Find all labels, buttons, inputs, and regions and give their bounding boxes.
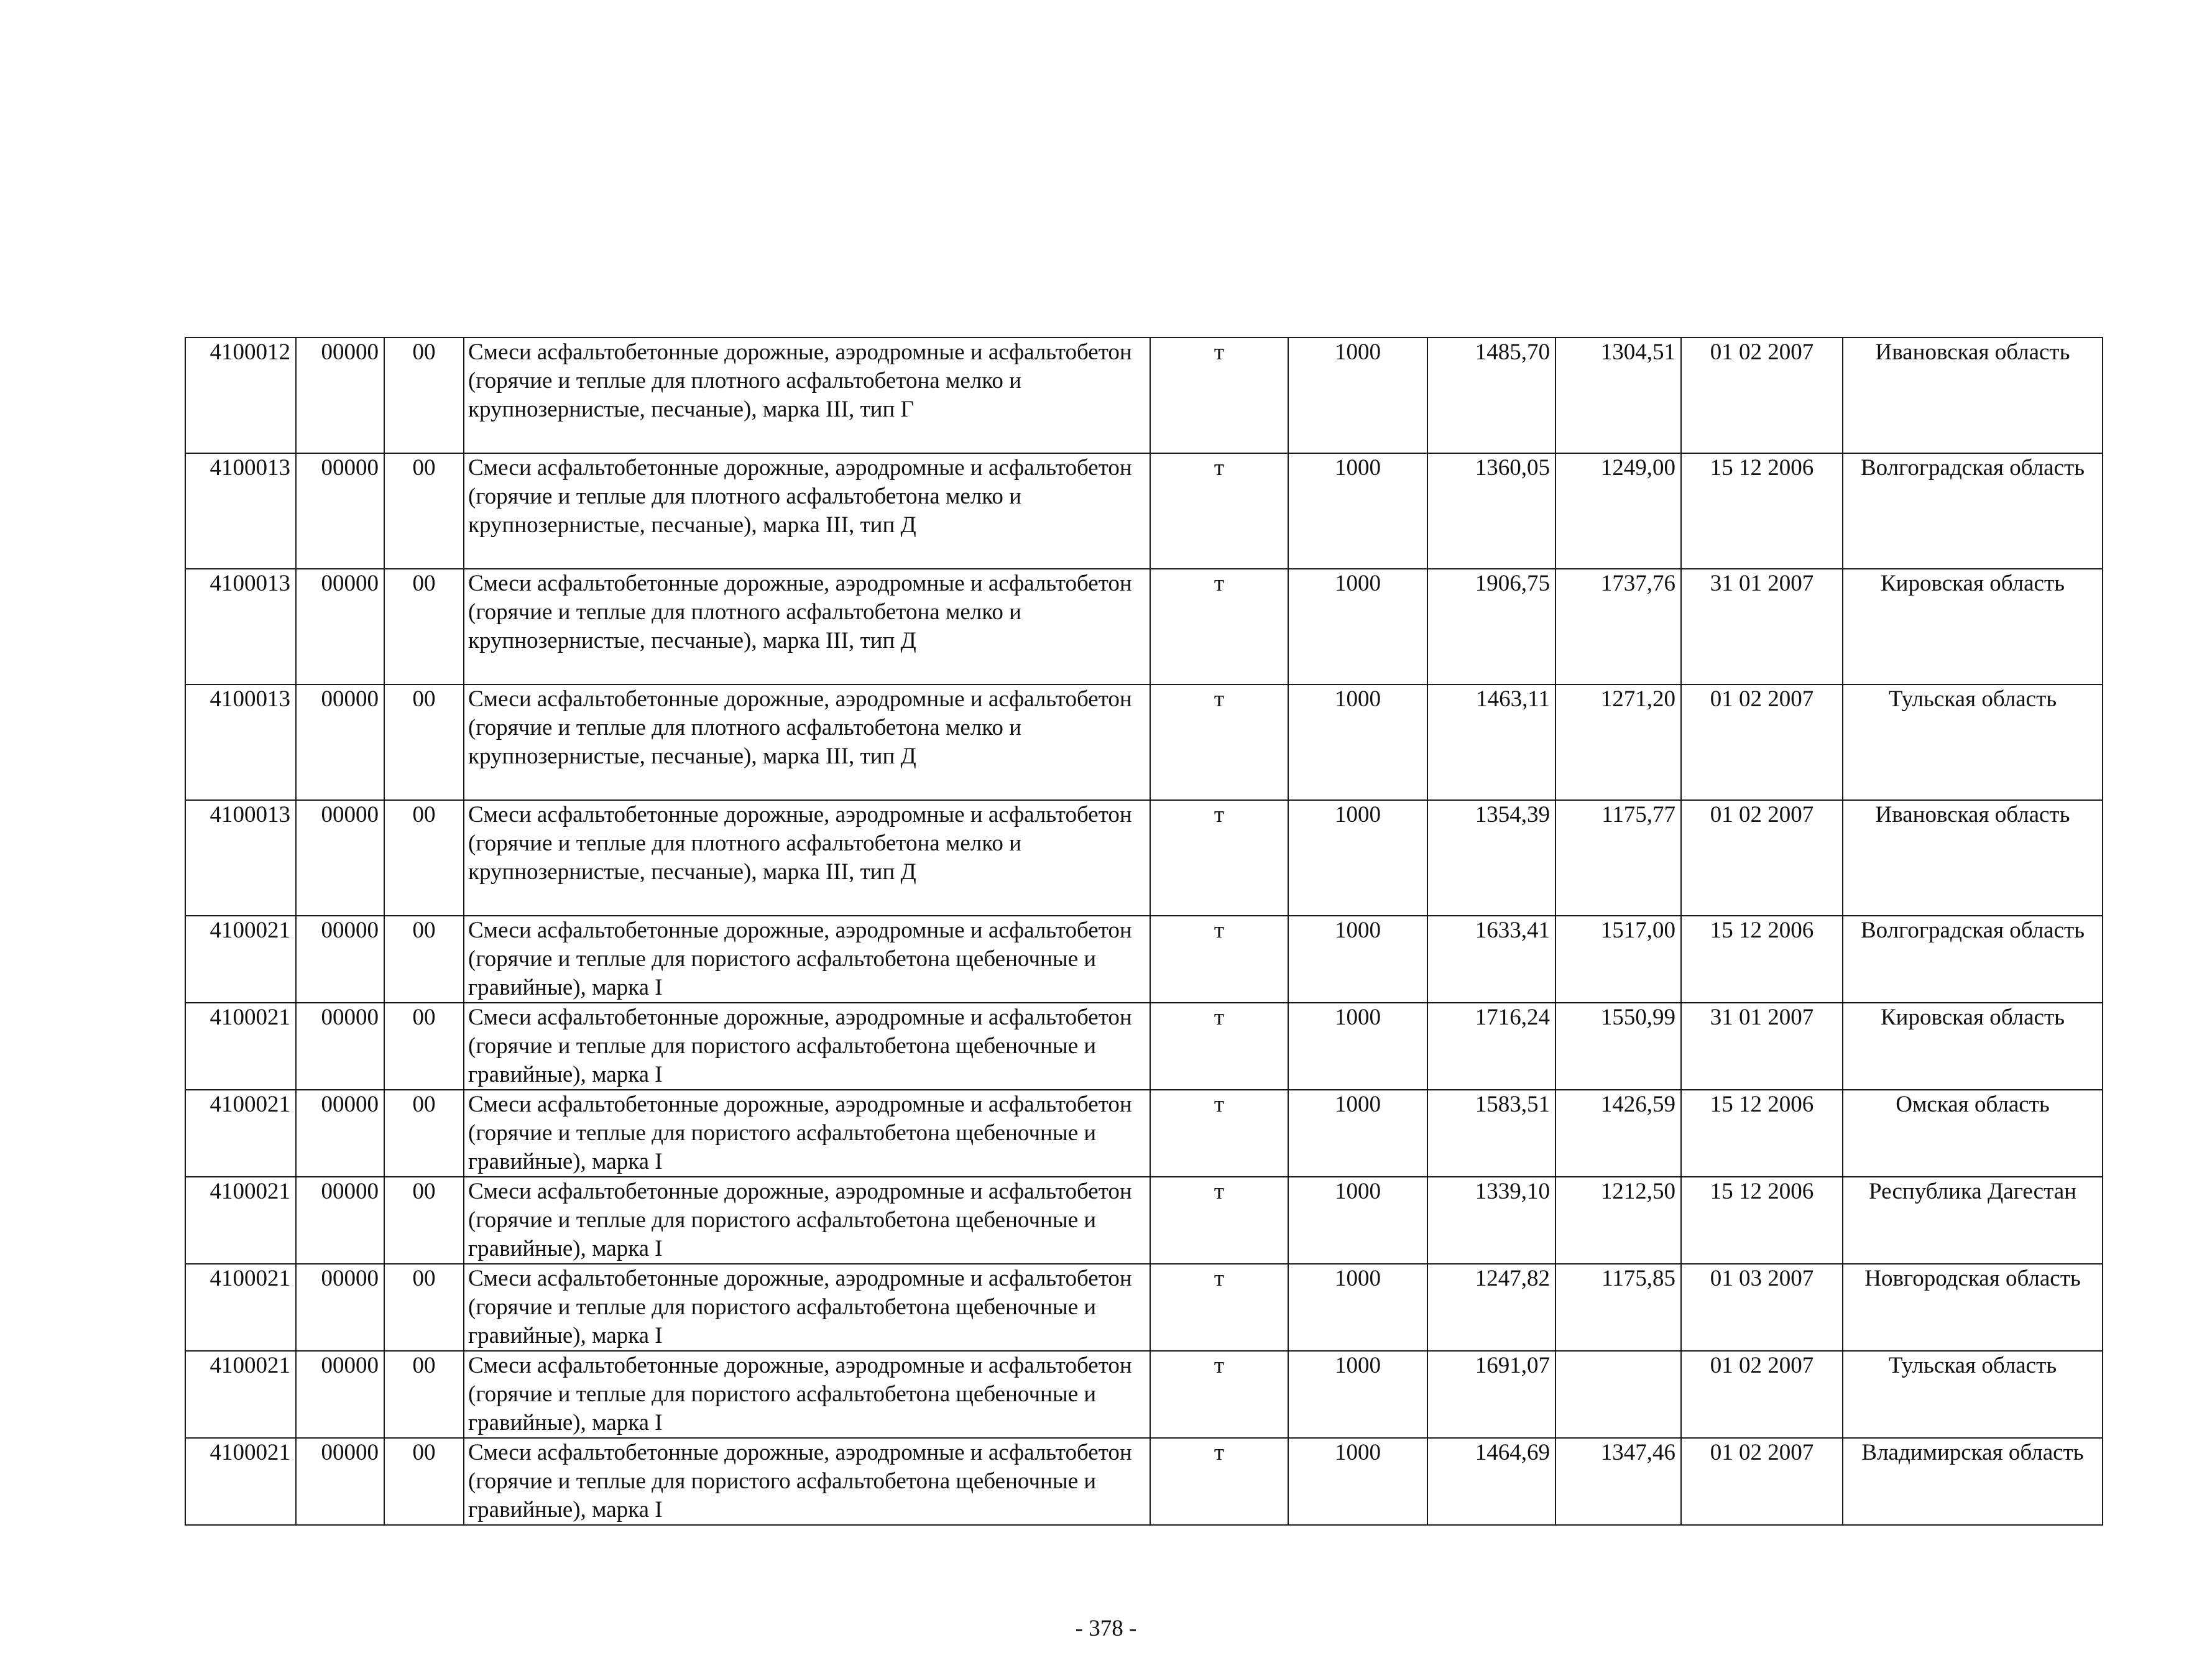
sub-code: 00000 (296, 1264, 384, 1351)
price-with-vat: 1464,69 (1427, 1438, 1555, 1525)
material-code: 4100021 (185, 1003, 296, 1090)
region: Волгоградская область (1843, 453, 2103, 569)
code-suffix: 00 (384, 1090, 464, 1177)
unit: т (1150, 1177, 1288, 1264)
material-description: Смеси асфальтобетонные дорожные, аэродромные и асфальтобетон (горячие и теплые для пористого асфальтобетона щебеночные и гравийные), марка I (464, 1351, 1150, 1438)
quantity: 1000 (1288, 1003, 1427, 1090)
unit: т (1150, 800, 1288, 916)
table-row (185, 684, 2103, 800)
sub-code: 00000 (296, 569, 384, 684)
price-without-vat: 1271,20 (1555, 684, 1681, 800)
material-code: 4100013 (185, 569, 296, 684)
price-date: 31 01 2007 (1681, 569, 1843, 684)
code-suffix: 00 (384, 1177, 464, 1264)
price-with-vat: 1339,10 (1427, 1177, 1555, 1264)
region: Волгоградская область (1843, 916, 2103, 1003)
table-row (185, 1090, 2103, 1177)
sub-code: 00000 (296, 1090, 384, 1177)
price-with-vat: 1354,39 (1427, 800, 1555, 916)
material-code: 4100012 (185, 338, 296, 453)
material-description: Смеси асфальтобетонные дорожные, аэродромные и асфальтобетон (горячие и теплые для плотного асфальтобетона мелко и крупнозернистые, песчаные), марка III, тип Д (464, 684, 1150, 800)
sub-code: 00000 (296, 1438, 384, 1525)
region: Ивановская область (1843, 800, 2103, 916)
code-suffix: 00 (384, 569, 464, 684)
quantity: 1000 (1288, 1177, 1427, 1264)
quantity: 1000 (1288, 800, 1427, 916)
region: Ивановская область (1843, 338, 2103, 453)
price-date: 31 01 2007 (1681, 1003, 1843, 1090)
price-date: 01 02 2007 (1681, 338, 1843, 453)
price-with-vat: 1716,24 (1427, 1003, 1555, 1090)
table-row (185, 1264, 2103, 1351)
region: Республика Дагестан (1843, 1177, 2103, 1264)
unit: т (1150, 916, 1288, 1003)
price-without-vat: 1175,77 (1555, 800, 1681, 916)
material-description: Смеси асфальтобетонные дорожные, аэродромные и асфальтобетон (горячие и теплые для пористого асфальтобетона щебеночные и гравийные), марка I (464, 1090, 1150, 1177)
quantity: 1000 (1288, 1438, 1427, 1525)
price-with-vat: 1463,11 (1427, 684, 1555, 800)
sub-code: 00000 (296, 1177, 384, 1264)
price-without-vat: 1212,50 (1555, 1177, 1681, 1264)
material-code: 4100021 (185, 1090, 296, 1177)
code-suffix: 00 (384, 1264, 464, 1351)
table-row (185, 916, 2103, 1003)
material-code: 4100021 (185, 1177, 296, 1264)
code-suffix: 00 (384, 684, 464, 800)
material-description: Смеси асфальтобетонные дорожные, аэродромные и асфальтобетон (горячие и теплые для пористого асфальтобетона щебеночные и гравийные), марка I (464, 916, 1150, 1003)
sub-code: 00000 (296, 684, 384, 800)
table-row (185, 338, 2103, 453)
price-without-vat: 1347,46 (1555, 1438, 1681, 1525)
material-code: 4100021 (185, 916, 296, 1003)
price-date: 15 12 2006 (1681, 1177, 1843, 1264)
table-row (185, 453, 2103, 569)
price-without-vat: 1249,00 (1555, 453, 1681, 569)
price-without-vat: 1426,59 (1555, 1090, 1681, 1177)
table-row (185, 569, 2103, 684)
unit: т (1150, 684, 1288, 800)
material-description: Смеси асфальтобетонные дорожные, аэродромные и асфальтобетон (горячие и теплые для плотного асфальтобетона мелко и крупнозернистые, песчаные), марка III, тип Д (464, 800, 1150, 916)
material-description: Смеси асфальтобетонные дорожные, аэродромные и асфальтобетон (горячие и теплые для плотного асфальтобетона мелко и крупнозернистые, песчаные), марка III, тип Д (464, 453, 1150, 569)
unit: т (1150, 453, 1288, 569)
material-code: 4100021 (185, 1264, 296, 1351)
region: Кировская область (1843, 569, 2103, 684)
quantity: 1000 (1288, 569, 1427, 684)
table-row (185, 1438, 2103, 1525)
region: Омская область (1843, 1090, 2103, 1177)
table-row (185, 800, 2103, 916)
sub-code: 00000 (296, 453, 384, 569)
code-suffix: 00 (384, 1438, 464, 1525)
unit: т (1150, 569, 1288, 684)
price-with-vat: 1247,82 (1427, 1264, 1555, 1351)
price-without-vat: 1737,76 (1555, 569, 1681, 684)
code-suffix: 00 (384, 800, 464, 916)
region: Тульская область (1843, 1351, 2103, 1438)
price-date: 01 02 2007 (1681, 1351, 1843, 1438)
price-without-vat: 1175,85 (1555, 1264, 1681, 1351)
price-date: 15 12 2006 (1681, 1090, 1843, 1177)
code-suffix: 00 (384, 1351, 464, 1438)
material-description: Смеси асфальтобетонные дорожные, аэродромные и асфальтобетон (горячие и теплые для пористого асфальтобетона щебеночные и гравийные), марка I (464, 1003, 1150, 1090)
quantity: 1000 (1288, 338, 1427, 453)
price-date: 01 02 2007 (1681, 800, 1843, 916)
material-description: Смеси асфальтобетонные дорожные, аэродромные и асфальтобетон (горячие и теплые для плотного асфальтобетона мелко и крупнозернистые, песчаные), марка III, тип Г (464, 338, 1150, 453)
unit: т (1150, 1090, 1288, 1177)
quantity: 1000 (1288, 1264, 1427, 1351)
price-without-vat (1555, 1351, 1681, 1438)
material-description: Смеси асфальтобетонные дорожные, аэродромные и асфальтобетон (горячие и теплые для пористого асфальтобетона щебеночные и гравийные), марка I (464, 1177, 1150, 1264)
material-description: Смеси асфальтобетонные дорожные, аэродромные и асфальтобетон (горячие и теплые для плотного асфальтобетона мелко и крупнозернистые, песчаные), марка III, тип Д (464, 569, 1150, 684)
region: Новгородская область (1843, 1264, 2103, 1351)
price-with-vat: 1906,75 (1427, 569, 1555, 684)
material-code: 4100013 (185, 684, 296, 800)
table-row (185, 1177, 2103, 1264)
sub-code: 00000 (296, 800, 384, 916)
material-description: Смеси асфальтобетонные дорожные, аэродромные и асфальтобетон (горячие и теплые для пористого асфальтобетона щебеночные и гравийные), марка I (464, 1264, 1150, 1351)
sub-code: 00000 (296, 1351, 384, 1438)
price-without-vat: 1304,51 (1555, 338, 1681, 453)
unit: т (1150, 1264, 1288, 1351)
code-suffix: 00 (384, 1003, 464, 1090)
sub-code: 00000 (296, 338, 384, 453)
price-without-vat: 1517,00 (1555, 916, 1681, 1003)
price-table (185, 337, 2103, 1526)
price-with-vat: 1633,41 (1427, 916, 1555, 1003)
unit: т (1150, 338, 1288, 453)
price-date: 15 12 2006 (1681, 916, 1843, 1003)
unit: т (1150, 1351, 1288, 1438)
price-date: 15 12 2006 (1681, 453, 1843, 569)
material-description: Смеси асфальтобетонные дорожные, аэродромные и асфальтобетон (горячие и теплые для пористого асфальтобетона щебеночные и гравийные), марка I (464, 1438, 1150, 1525)
price-without-vat: 1550,99 (1555, 1003, 1681, 1090)
price-date: 01 02 2007 (1681, 684, 1843, 800)
code-suffix: 00 (384, 453, 464, 569)
material-code: 4100013 (185, 453, 296, 569)
unit: т (1150, 1438, 1288, 1525)
sub-code: 00000 (296, 1003, 384, 1090)
price-with-vat: 1360,05 (1427, 453, 1555, 569)
material-code: 4100013 (185, 800, 296, 916)
region: Владимирская область (1843, 1438, 2103, 1525)
code-suffix: 00 (384, 338, 464, 453)
table-row (185, 1351, 2103, 1438)
code-suffix: 00 (384, 916, 464, 1003)
page-number: - 378 - (1075, 1616, 1137, 1641)
quantity: 1000 (1288, 684, 1427, 800)
quantity: 1000 (1288, 453, 1427, 569)
material-code: 4100021 (185, 1351, 296, 1438)
quantity: 1000 (1288, 1351, 1427, 1438)
price-date: 01 02 2007 (1681, 1438, 1843, 1525)
table-row (185, 1003, 2103, 1090)
price-with-vat: 1691,07 (1427, 1351, 1555, 1438)
price-date: 01 03 2007 (1681, 1264, 1843, 1351)
sub-code: 00000 (296, 916, 384, 1003)
region: Тульская область (1843, 684, 2103, 800)
region: Кировская область (1843, 1003, 2103, 1090)
quantity: 1000 (1288, 916, 1427, 1003)
price-with-vat: 1583,51 (1427, 1090, 1555, 1177)
quantity: 1000 (1288, 1090, 1427, 1177)
unit: т (1150, 1003, 1288, 1090)
material-code: 4100021 (185, 1438, 296, 1525)
price-with-vat: 1485,70 (1427, 338, 1555, 453)
